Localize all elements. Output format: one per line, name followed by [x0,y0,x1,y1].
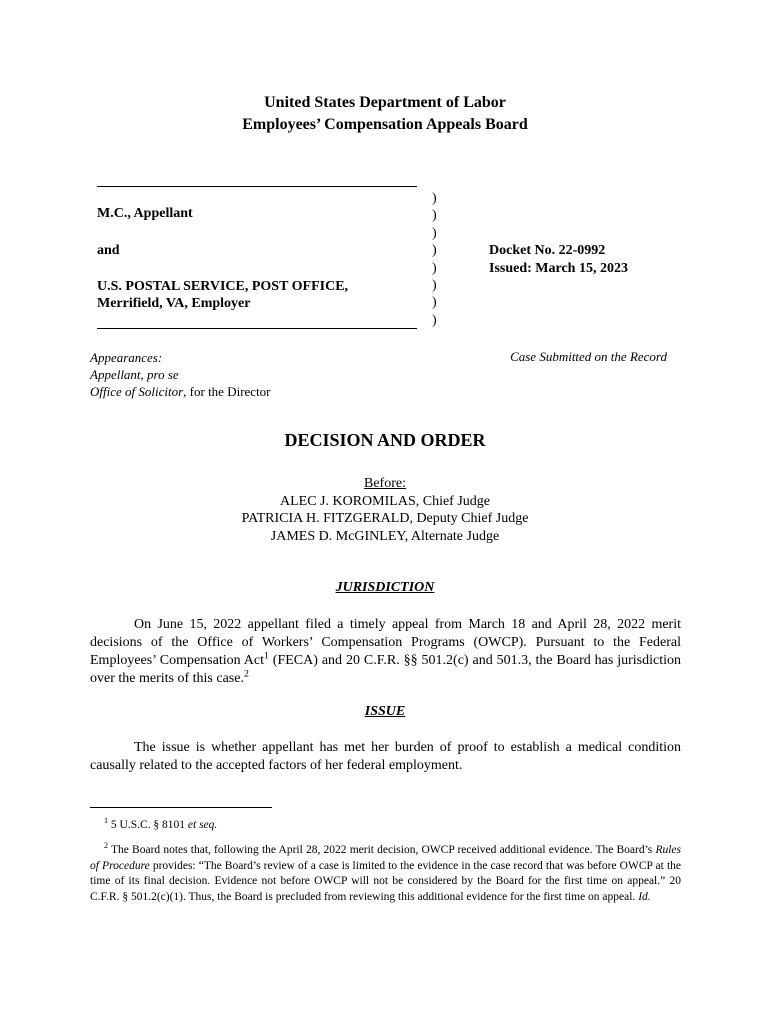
appearances-block [90,349,271,400]
case-submitted-note: Case Submitted on the Record [510,349,667,364]
footnote-1-italic: et seq. [187,819,218,831]
solicitor-rest: , for the Director [183,384,271,399]
footnote-1-text: 5 U.S.C. § 8101 [110,819,188,831]
caption-bottom-rule [97,328,417,329]
issue-paragraph: The issue is whether appellant has met her burden of proof to establish a medical condition causally related to the accepted factors of her federal employment. [90,740,681,773]
footnote-2 [90,843,681,905]
jurisdiction-text-b: (FECA) and 20 C.F.R. §§ 501.2(c) and 501.3, the Board has jurisdiction over the merits of this case. [90,653,682,686]
board-name: Employees’ Compensation Appeals Board [242,116,528,133]
footnote-2-id: Id. [638,890,651,903]
solicitor-label: Office of Solicitor [90,384,184,399]
caption-top-rule [97,186,417,187]
footnote-2-text-a: The Board notes that, following the April 28, 2022 merit decision, OWCP received additional evidence. The Board’s [111,844,656,856]
footnote-2-text-b: provides: “The Board’s review of a case is limited to the evidence in the case record that was before OWCP at the time of its final decision. Evidence not before OWCP will not be considered by the Board for the first time on appeal.” 20 C.F.R. § 501.2(c)(1). Thus, the Board is precluded from reviewing this additional evidence for the first time on appeal. [90,859,681,903]
jurisdiction-paragraph [90,616,681,688]
appearances-appellant: Appellant, pro se [90,367,179,382]
jurisdiction-heading: JURISDICTION [335,580,435,595]
footnote-2-number: 2 [104,841,109,851]
judge-3: JAMES D. McGINLEY, Alternate Judge [270,528,500,544]
employer-line-2: Merrifield, VA, Employer [97,296,251,311]
agency-name: United States Department of Labor [264,94,506,111]
docket-number: Docket No. 22-0992 [489,243,606,258]
caption-parentheses: ) ) ) ) ) ) ) ) [432,191,437,328]
decision-title: DECISION AND ORDER [284,430,486,450]
appearances-heading: Appearances: [90,350,163,365]
judge-2: PATRICIA H. FITZGERALD, Deputy Chief Judge [241,511,529,526]
issued-date: Issued: March 15, 2023 [489,261,628,276]
footnote-separator [90,807,272,808]
issue-heading: ISSUE [364,704,406,719]
jurisdiction-text-a: On June 15, 2022 appellant filed a timely appeal from March 18 and April 28, 2022 merit decisions of the Office of Workers’ Compensation Programs (OWCP). Pursuant to the Federal Employees’ Compensation Act [90,617,681,668]
footnote-2-italic: Rules of Procedure [90,844,681,872]
employer-line-1: U.S. POSTAL SERVICE, POST OFFICE, [97,279,349,294]
footnote-1-number: 1 [104,816,109,826]
caption-and: and [97,243,120,258]
judge-1: ALEC J. KOROMILAS, Chief Judge [280,493,490,509]
footnote-1 [90,818,681,834]
appearances-solicitor [90,383,271,400]
footnote-ref-1: 1 [263,650,269,662]
panel-before: Before: [364,476,406,491]
footnote-ref-2: 2 [243,668,249,680]
panel-block [0,475,770,545]
appellant-name: M.C., Appellant [97,206,193,221]
